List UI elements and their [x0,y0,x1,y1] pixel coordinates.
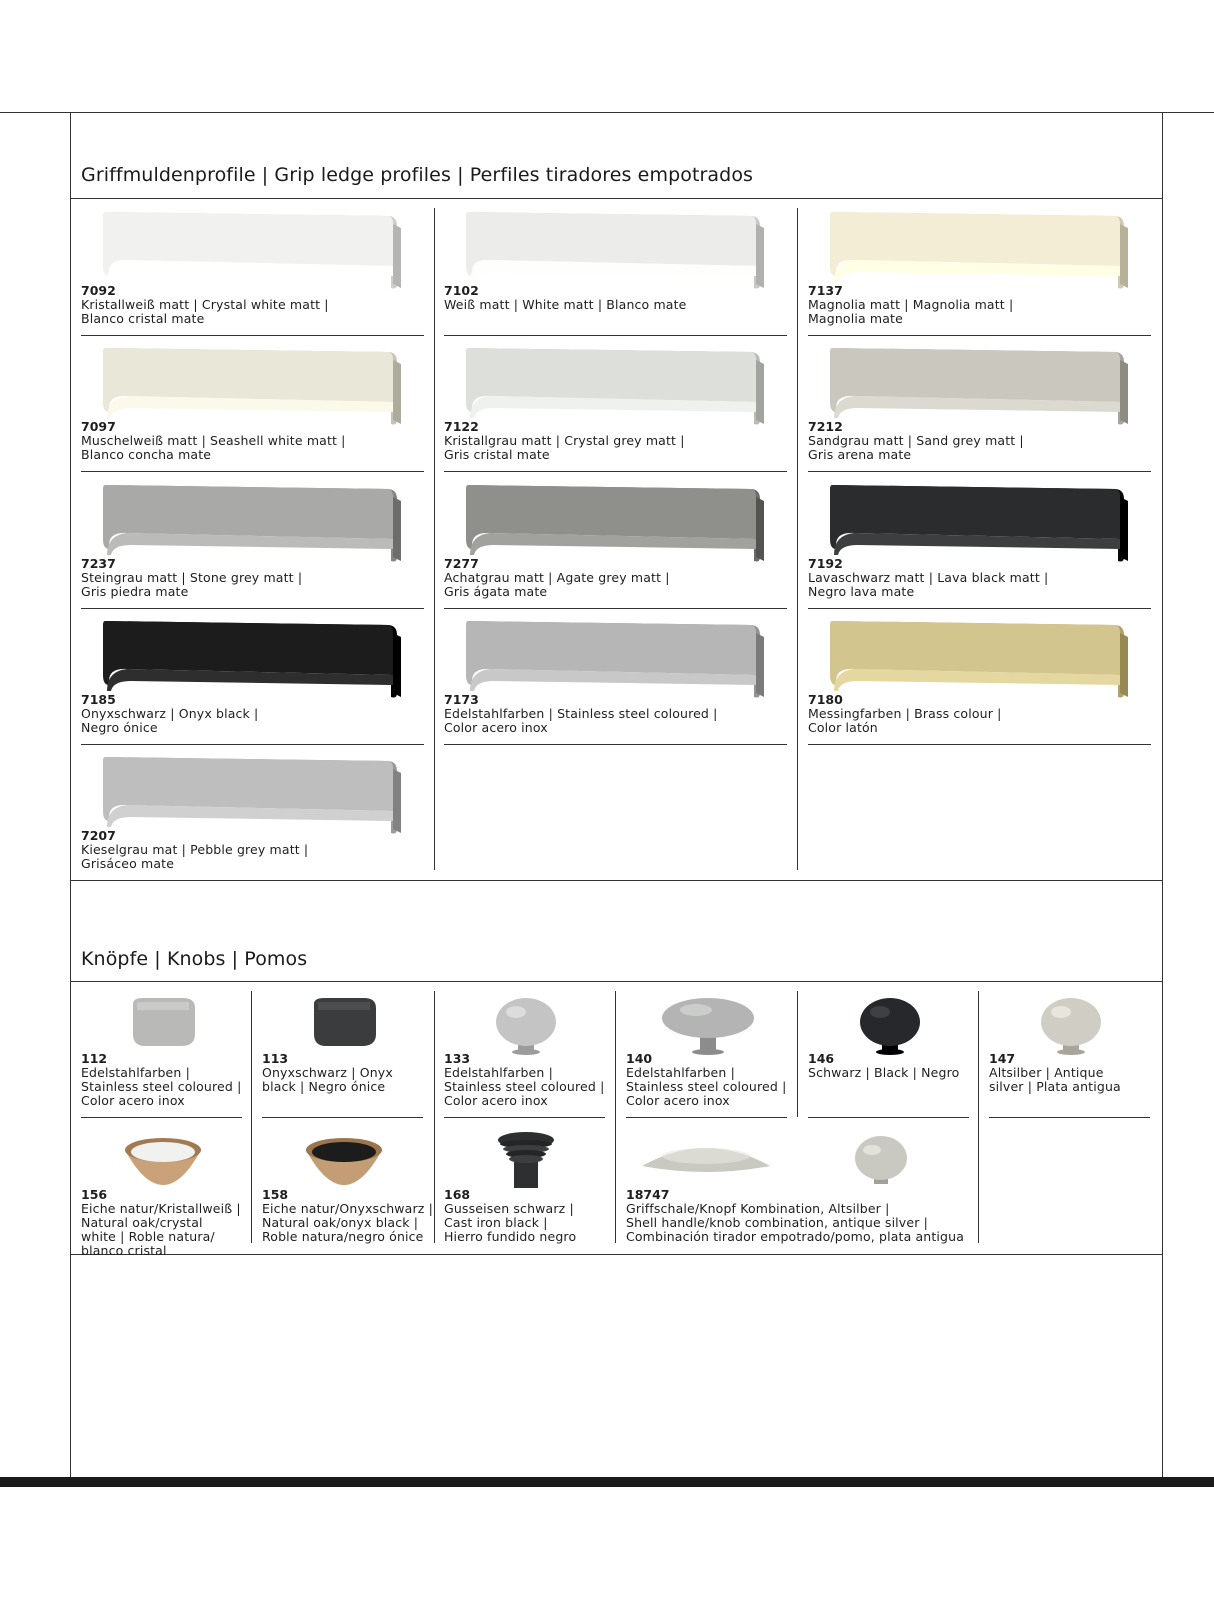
profile-separator [808,744,1151,745]
profile-7097-image [101,342,411,432]
profile-separator [81,744,424,745]
profile-description: Edelstahlfarben | Stainless steel coloured | Color acero inox [444,706,718,735]
profile-item [81,420,346,462]
profile-7173-image [464,615,774,705]
profile-description: Lavaschwarz matt | Lava black matt | Negro lava mate [808,570,1049,599]
profile-code: 7097 [81,419,116,434]
profile-separator [808,608,1151,609]
knob-description: Altsilber | Antique silver | Plata antigua [989,1065,1121,1094]
bowl-knob-icon [284,1130,404,1194]
profile-separator [81,335,424,336]
profile-7185-image [101,615,411,705]
profile-separator [444,471,787,472]
profile-code: 7207 [81,828,116,843]
profile-description: Magnolia matt | Magnolia matt | Magnolia mate [808,297,1014,326]
knob-code: 112 [81,1051,108,1066]
profile-description: Sandgrau matt | Sand grey matt | Gris arena mate [808,433,1024,462]
grip-section-title: Griffmuldenprofile | Grip ledge profiles | Perfiles tiradores empotrados [81,164,754,186]
grip-title-rule [70,198,1162,199]
profile-code: 7212 [808,419,843,434]
profile-item [81,693,258,735]
knob-col-divider-3 [615,991,616,1243]
knob-code: 140 [626,1051,653,1066]
profile-code: 7277 [444,556,479,571]
knob-description: Gusseisen schwarz | Cast iron black | Hierro fundido negro [444,1201,577,1244]
profile-code: 7237 [81,556,116,571]
knob-item [444,1188,576,1244]
profile-separator [81,608,424,609]
profile-separator [444,744,787,745]
profile-item [444,284,687,312]
profile-separator [808,335,1151,336]
round-knob-icon [830,994,950,1058]
knob-description: Griffschale/Knopf Kombination, Altsilber | Shell handle/knob combination, antique silver | Combinación tirador empotrado/pomo, plata antigua [626,1201,965,1244]
knob-col-divider-2 [434,991,435,1243]
knob-separator [626,1117,787,1118]
knob-separator [444,1117,605,1118]
profile-7102-image [464,206,774,296]
knob-item [262,1188,433,1244]
knob-code: 168 [444,1187,471,1202]
knob-separator [81,1117,242,1118]
knob-item [81,1188,241,1258]
grip-section-bottom-rule [70,880,1162,881]
profile-item [444,420,685,462]
top-rule [0,112,1214,113]
left-frame [70,112,71,1477]
knob-item [989,1052,1121,1094]
knob-separator [262,1117,423,1118]
knob-description: Edelstahlfarben | Stainless steel coloured | Color acero inox [81,1065,242,1108]
knob-code: 133 [444,1051,471,1066]
profile-description: Messingfarben | Brass colour | Color latón [808,706,1002,735]
profile-code: 7102 [444,283,479,298]
knob-code: 156 [81,1187,108,1202]
profile-description: Steingrau matt | Stone grey matt | Gris piedra mate [81,570,303,599]
knob-item [626,1052,786,1108]
knob-description: Edelstahlfarben | Stainless steel coloured | Color acero inox [444,1065,605,1108]
profile-7192-image [828,479,1138,569]
profile-item [444,557,670,599]
oval-knob-icon [648,994,768,1058]
square-knob-icon [103,994,223,1058]
knob-item [262,1052,393,1094]
profile-code: 7092 [81,283,116,298]
profile-description: Muschelweiß matt | Seashell white matt | Blanco concha mate [81,433,346,462]
grip-col-divider-1 [434,208,435,870]
profile-7212-image [828,342,1138,432]
profile-code: 7185 [81,692,116,707]
round-knob-icon [466,994,586,1058]
square-knob-icon [284,994,404,1058]
profile-code: 7173 [444,692,479,707]
knob-separator [989,1117,1150,1118]
profile-item [444,693,718,735]
knob-code: 146 [808,1051,835,1066]
profile-description: Achatgrau matt | Agate grey matt | Gris ágata mate [444,570,670,599]
knob-item [808,1052,959,1080]
profile-description: Kristallweiß matt | Crystal white matt | Blanco cristal mate [81,297,329,326]
profile-code: 7192 [808,556,843,571]
profile-code: 7180 [808,692,843,707]
knob-code: 113 [262,1051,289,1066]
knob-col-divider-4 [797,991,798,1117]
profile-separator [81,471,424,472]
knob-description: Eiche natur/Kristallweiß | Natural oak/crystal white | Roble natura/ blanco cristal [81,1201,241,1258]
profile-item [808,693,1002,735]
profile-item [81,557,302,599]
knob-description: Eiche natur/Onyxschwarz | Natural oak/onyx black | Roble natura/negro ónice [262,1201,433,1244]
knob-item [444,1052,604,1108]
profile-item [81,829,308,871]
profile-item [808,557,1048,599]
knob-item [626,1188,964,1244]
profile-description: Weiß matt | White matt | Blanco mate [444,297,687,312]
profile-description: Onyxschwarz | Onyx black | Negro ónice [81,706,259,735]
knob-code: 147 [989,1051,1016,1066]
profile-7237-image [101,479,411,569]
profile-description: Kristallgrau matt | Crystal grey matt | Gris cristal mate [444,433,685,462]
grip-col-divider-2 [797,208,798,870]
profile-7137-image [828,206,1138,296]
knob-col-divider-1 [251,991,252,1243]
knob-description: Edelstahlfarben | Stainless steel coloured | Color acero inox [626,1065,787,1108]
profile-item [808,284,1013,326]
knob-description: Onyxschwarz | Onyx black | Negro ónice [262,1065,393,1094]
profile-7122-image [464,342,774,432]
profile-7277-image [464,479,774,569]
knob-code: 18747 [626,1187,670,1202]
right-frame [1162,112,1163,1477]
knobs-title-rule [70,981,1162,982]
profile-7207-image [101,751,411,841]
profile-description: Kieselgrau mat | Pebble grey matt | Grisáceo mate [81,842,309,871]
profile-7092-image [101,206,411,296]
profile-item [81,284,329,326]
knob-code: 158 [262,1187,289,1202]
bowl-knob-icon [103,1130,223,1194]
ribbed-knob-icon [466,1130,586,1194]
knob-description: Schwarz | Black | Negro [808,1065,960,1080]
round-knob-icon [1011,994,1131,1058]
profile-separator [808,471,1151,472]
profile-code: 7137 [808,283,843,298]
profile-separator [444,608,787,609]
profile-7180-image [828,615,1138,705]
page-footer-bar [0,1477,1214,1487]
profile-separator [444,335,787,336]
knob-item [81,1052,241,1108]
shell-handle-icon [636,1134,936,1194]
profile-code: 7122 [444,419,479,434]
profile-item [808,420,1024,462]
knobs-section-title: Knöpfe | Knobs | Pomos [81,948,308,970]
knob-separator [808,1117,969,1118]
knob-col-divider-5 [978,991,979,1243]
